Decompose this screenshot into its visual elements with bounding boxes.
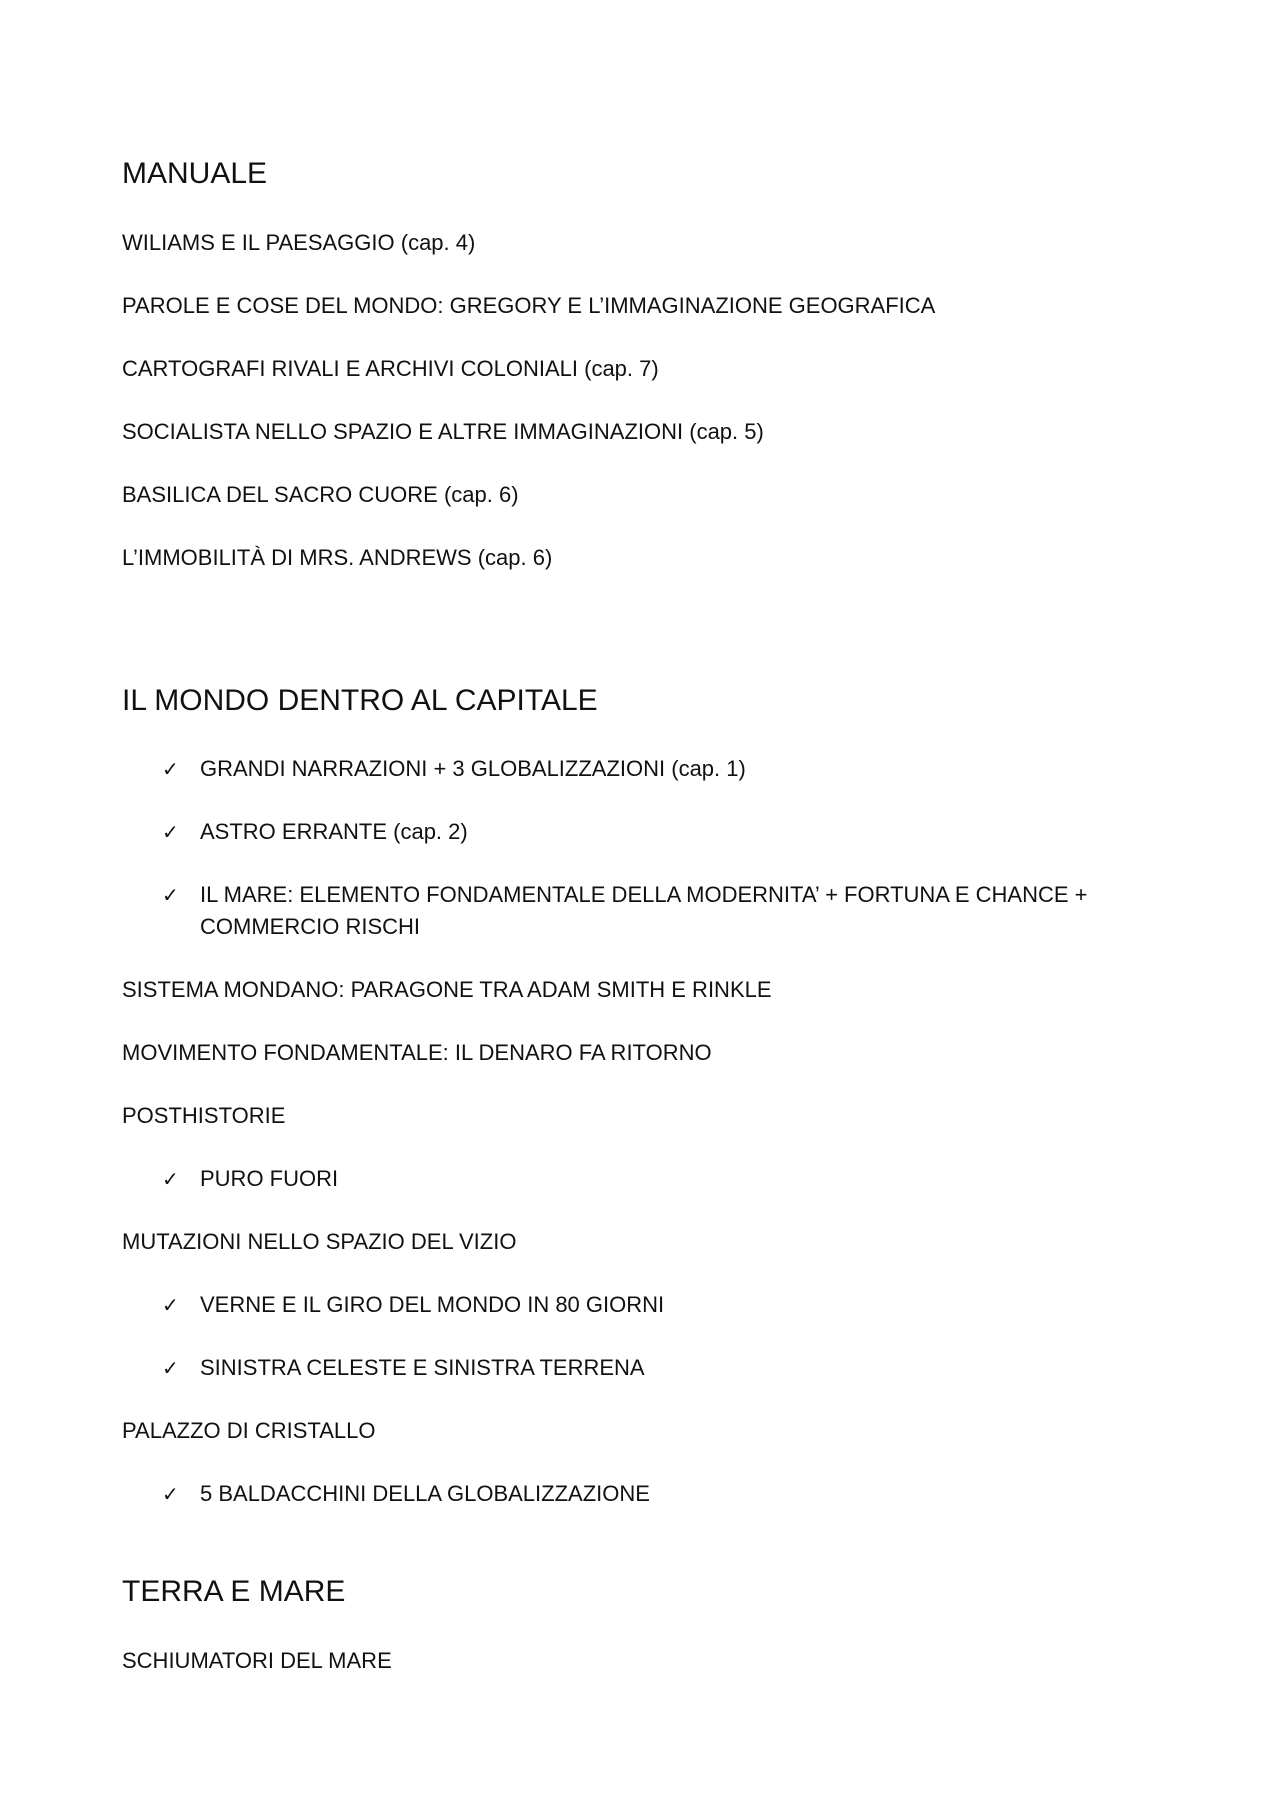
checklist-item-label: PURO FUORI (200, 1166, 339, 1191)
list-item: SOCIALISTA NELLO SPAZIO E ALTRE IMMAGINAZIONI (cap. 5) (122, 419, 764, 444)
checkmark-icon: ✓ (162, 820, 179, 844)
checkmark-icon: ✓ (162, 883, 179, 907)
checklist-item-label: SINISTRA CELESTE E SINISTRA TERRENA (200, 1355, 645, 1380)
checkmark-icon: ✓ (162, 757, 179, 781)
checklist-item (162, 753, 1120, 785)
list-item: SCHIUMATORI DEL MARE (122, 1648, 392, 1673)
checkmark-icon: ✓ (162, 1482, 179, 1506)
section-heading-manuale: MANUALE (122, 157, 268, 190)
list-item: SISTEMA MONDANO: PARAGONE TRA ADAM SMITH E RINKLE (122, 977, 772, 1002)
checklist-item (162, 879, 1120, 943)
checklist-item-label: GRANDI NARRAZIONI + 3 GLOBALIZZAZIONI (cap. 1) (200, 756, 746, 781)
list-item: POSTHISTORIE (122, 1103, 286, 1128)
checklist-item (162, 1478, 1120, 1510)
checkmark-icon: ✓ (162, 1293, 179, 1317)
checklist-item-label: IL MARE: ELEMENTO FONDAMENTALE DELLA MODERNITA’ + FORTUNA E CHANCE + COMMERCIO RISCHI (200, 882, 1088, 939)
section-heading-terra-mare: TERRA E MARE (122, 1575, 346, 1608)
checklist-item (162, 816, 1120, 848)
checkmark-icon: ✓ (162, 1167, 179, 1191)
list-item: BASILICA DEL SACRO CUORE (cap. 6) (122, 482, 519, 507)
list-item: PALAZZO DI CRISTALLO (122, 1418, 376, 1443)
checklist-item-label: ASTRO ERRANTE (cap. 2) (200, 819, 468, 844)
checklist-item-label: VERNE E IL GIRO DEL MONDO IN 80 GIORNI (200, 1292, 665, 1317)
checklist-item (162, 1289, 1120, 1321)
list-item: PAROLE E COSE DEL MONDO: GREGORY E L’IMMAGINAZIONE GEOGRAFICA (122, 293, 936, 318)
list-item: CARTOGRAFI RIVALI E ARCHIVI COLONIALI (cap. 7) (122, 356, 659, 381)
checkmark-icon: ✓ (162, 1356, 179, 1380)
section-heading-mondo-capitale: IL MONDO DENTRO AL CAPITALE (122, 684, 598, 717)
list-item: MUTAZIONI NELLO SPAZIO DEL VIZIO (122, 1229, 517, 1254)
checklist-item-label: 5 BALDACCHINI DELLA GLOBALIZZAZIONE (200, 1481, 650, 1506)
checklist-item (162, 1352, 1120, 1384)
list-item: MOVIMENTO FONDAMENTALE: IL DENARO FA RITORNO (122, 1040, 712, 1065)
checklist-item (162, 1163, 1120, 1195)
list-item: L’IMMOBILITÀ DI MRS. ANDREWS (cap. 6) (122, 545, 553, 570)
list-item: WILIAMS E IL PAESAGGIO (cap. 4) (122, 230, 476, 255)
